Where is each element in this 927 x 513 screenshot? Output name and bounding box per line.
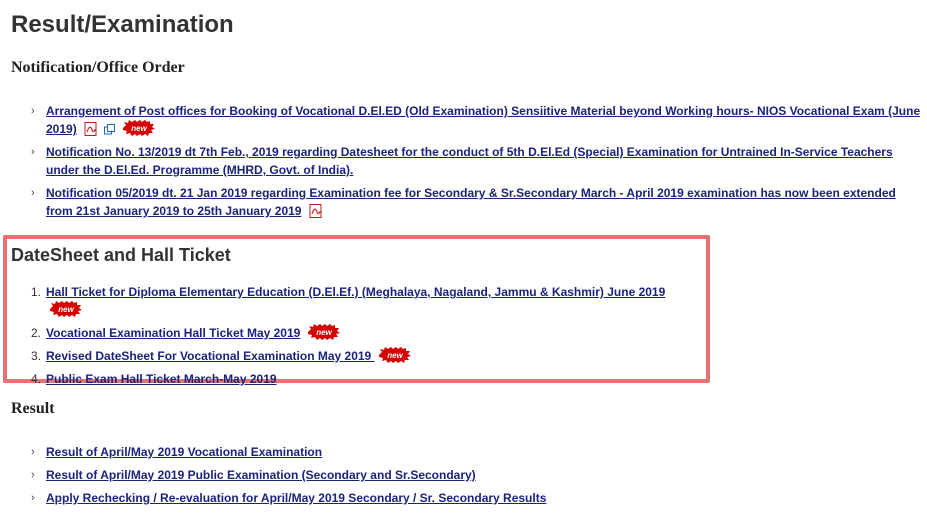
new-badge-label: new: [130, 124, 147, 133]
notification-link-2[interactable]: Notification No. 13/2019 dt 7th Feb., 2019 regarding Datesheet for the conduct of 5th D.El.Ed (Special) Examination for Untrained In-Service Teachers under the D.El.Ed. Programme (MHRD, Govt. of India).: [46, 145, 893, 177]
pdf-icon[interactable]: [309, 204, 323, 218]
pdf-icon[interactable]: [84, 122, 98, 136]
apply-rechecking-link[interactable]: Apply Rechecking / Re-evaluation for April/May 2019 Secondary / Sr. Secondary Results: [46, 491, 547, 505]
item-number: 2.: [31, 326, 42, 340]
list-item: [11, 143, 923, 179]
notification-heading: Notification/Office Order: [11, 59, 185, 76]
angle-right-icon: ›: [31, 187, 35, 199]
angle-right-icon: ›: [31, 469, 35, 481]
new-badge-label: new: [315, 328, 332, 337]
list-item: [11, 370, 701, 388]
notification-link-3[interactable]: Notification 05/2019 dt. 21 Jan 2019 regarding Examination fee for Secondary & Sr.Secondary March - April 2019 examination has now been extended from 21st January 2019 to 25th January 2019: [46, 186, 896, 218]
new-badge-icon: [379, 347, 411, 363]
result-list: [11, 443, 923, 512]
page-title: Result/Examination: [11, 11, 234, 38]
angle-right-icon: ›: [31, 492, 35, 504]
angle-right-icon: ›: [31, 146, 35, 158]
angle-right-icon: ›: [31, 446, 35, 458]
list-item: [11, 489, 923, 507]
result-vocational-link[interactable]: Result of April/May 2019 Vocational Examination: [46, 445, 323, 459]
list-item: [11, 443, 923, 461]
new-badge-label: new: [58, 305, 74, 314]
new-badge-icon: [308, 324, 340, 340]
vocational-hall-ticket-link[interactable]: Vocational Examination Hall Ticket May 2019: [46, 326, 301, 340]
list-item: [11, 184, 923, 220]
result-public-exam-link[interactable]: Result of April/May 2019 Public Examination (Secondary and Sr.Secondary): [46, 468, 476, 482]
list-item: [11, 347, 701, 365]
new-badge-icon: [123, 120, 155, 136]
hall-ticket-deled-link[interactable]: Hall Ticket for Diploma Elementary Education (D.El.Ef.) (Meghalaya, Nagaland, Jammu & Kashmir) June 2019: [46, 285, 666, 299]
new-badge-icon: [50, 301, 82, 317]
item-number: 1.: [31, 285, 42, 299]
list-item: [11, 466, 923, 484]
list-item: [11, 324, 701, 342]
result-heading: Result: [11, 400, 55, 417]
datesheet-list: [11, 283, 701, 393]
notification-list: [11, 102, 923, 225]
new-badge-label: new: [386, 351, 403, 360]
list-item: [11, 102, 923, 138]
item-number: 3.: [31, 349, 42, 363]
public-exam-hall-ticket-link[interactable]: Public Exam Hall Ticket March-May 2019: [46, 372, 277, 386]
list-item: [11, 283, 701, 319]
notification-link-1[interactable]: Arrangement of Post offices for Booking of Vocational D.El.ED (Old Examination) Sensiitive Material beyond Working hours- NIOS Vocational Exam (June 2019): [46, 104, 921, 136]
external-link-icon[interactable]: [104, 124, 115, 135]
datesheet-heading: DateSheet and Hall Ticket: [11, 245, 231, 265]
angle-right-icon: ›: [31, 105, 35, 117]
item-number: 4.: [31, 372, 42, 386]
revised-datesheet-link[interactable]: Revised DateSheet For Vocational Examination May 2019: [46, 349, 375, 363]
